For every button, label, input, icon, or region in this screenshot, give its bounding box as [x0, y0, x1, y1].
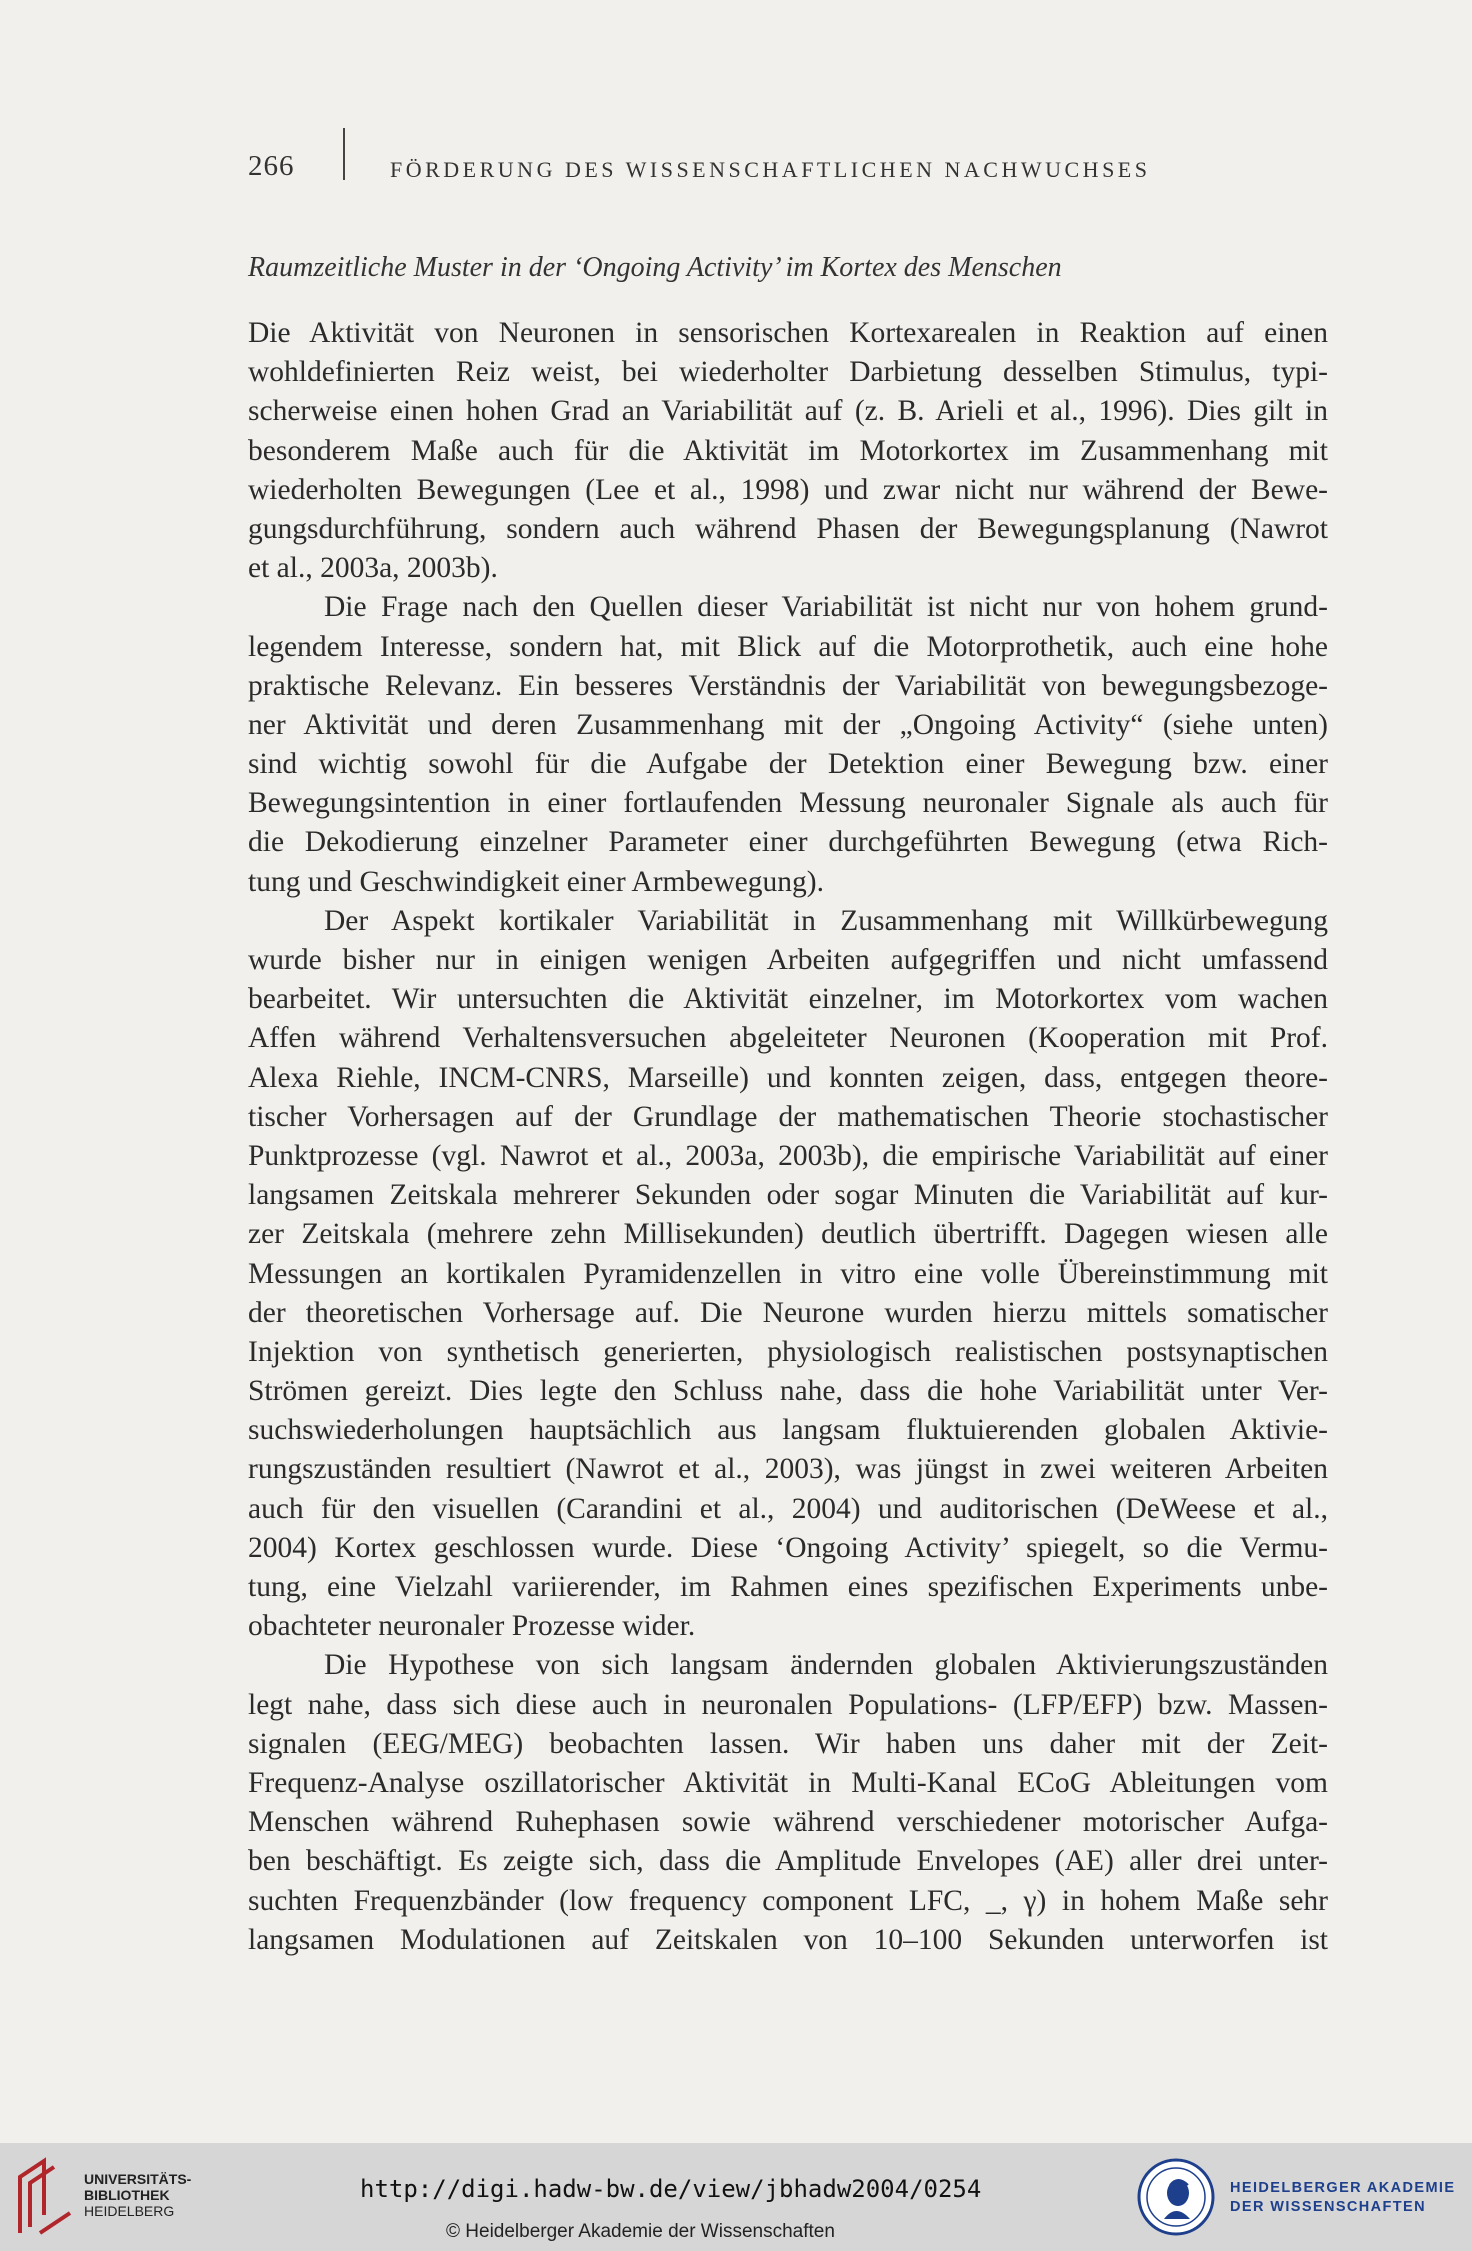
text-line: Die Frage nach den Quellen dieser Variabilität ist nicht nur von hohem grund- — [324, 591, 1328, 624]
academy-name-line: DER WISSENSCHAFTEN — [1230, 2199, 1426, 2215]
text-line: Die Aktivität von Neuronen in sensorischen Kortexarealen in Reaktion auf einen — [248, 317, 1328, 349]
text-line: langsamen Modulationen auf Zeitskalen von 10–100 Sekunden unterworfen ist — [248, 1923, 1328, 1956]
text-line: Injektion von synthetisch generierten, physiologisch realistischen postsynaptischen — [248, 1335, 1328, 1368]
text-line: tung, eine Vielzahl variierender, im Rahmen eines spezifischen Experiments unbe- — [248, 1571, 1328, 1603]
academy-name — [1230, 2179, 1455, 2217]
running-head: FÖRDERUNG DES WISSENSCHAFTLICHEN NACHWUCHSES — [390, 157, 1151, 182]
text-line: bearbeitet. Wir untersuchten die Aktivität einzelner, im Motorkortex vom wachen — [248, 983, 1328, 1016]
library-logo-icon — [14, 2155, 76, 2237]
text-line: scherweise einen hohen Grad an Variabilität auf (z. B. Arieli et al., 1996). Dies gilt in — [248, 395, 1328, 428]
page-header — [248, 150, 1248, 190]
text-line: wohldefinierten Reiz weist, bei wiederholter Darbietung desselben Stimulus, typi- — [248, 356, 1328, 389]
text-line: et al., 2003a, 2003b). — [248, 552, 498, 585]
text-line: Der Aspekt kortikaler Variabilität in Zusammenhang mit Willkürbewegung — [324, 904, 1328, 937]
text-line: Affen während Verhaltensversuchen abgeleiteter Neuronen (Kooperation mit Prof. — [248, 1022, 1328, 1055]
academy-name-line: HEIDELBERGER AKADEMIE — [1230, 2180, 1456, 2196]
viewer-footer — [0, 2143, 1472, 2251]
text-line: ner Aktivität und deren Zusammenhang mit der „Ongoing Activity“ (siehe unten) — [248, 708, 1328, 741]
text-line: der theoretischen Vorhersage auf. Die Neurone wurden hierzu mittels somatischer — [248, 1296, 1328, 1329]
text-line: legendem Interesse, sondern hat, mit Blick auf die Motorprothetik, auch eine hohe — [248, 630, 1328, 663]
text-line: tischer Vorhersagen auf der Grundlage der mathematischen Theorie stochastischer — [248, 1100, 1328, 1133]
text-line: Strömen gereizt. Dies legte den Schluss nahe, dass die hohe Variabilität unter Ver- — [248, 1375, 1328, 1408]
text-line: Menschen während Ruhephasen sowie während verschiedener motorischer Aufga- — [248, 1806, 1328, 1839]
text-line: Bewegungsintention in einer fortlaufenden Messung neuronaler Signale als auch für — [248, 787, 1328, 820]
text-line: suchten Frequenzbänder (low frequency component LFC, _, γ) in hohem Maße sehr — [248, 1884, 1328, 1917]
library-name-line: HEIDELBERG — [84, 2203, 175, 2219]
text-line: tung und Geschwindigkeit einer Armbewegung). — [248, 865, 824, 898]
text-line: zer Zeitskala (mehrere zehn Millisekunden) deutlich übertrifft. Dagegen wiesen alle — [248, 1218, 1328, 1251]
text-line: Frequenz-Analyse oszillatorischer Aktivität in Multi-Kanal ECoG Ableitungen vom — [248, 1766, 1328, 1799]
library-name-line: UNIVERSITÄTS- — [84, 2171, 192, 2187]
text-line: gungsdurchführung, sondern auch während Phasen der Bewegungsplanung (Nawrot — [248, 512, 1328, 545]
text-line: Die Hypothese von sich langsam ändernden globalen Aktivierungszuständen — [324, 1649, 1328, 1682]
text-line: langsamen Zeitskala mehrerer Sekunden oder sogar Minuten die Variabilität auf kur- — [248, 1179, 1328, 1212]
text-line: ben beschäftigt. Es zeigte sich, dass die Amplitude Envelopes (AE) aller drei unter- — [248, 1845, 1328, 1878]
text-line: Alexa Riehle, INCM-CNRS, Marseille) und konnten zeigen, dass, entgegen theore- — [248, 1061, 1328, 1094]
text-line: sind wichtig sowohl für die Aufgabe der Detektion einer Bewegung bzw. einer — [248, 748, 1328, 781]
text-line: 2004) Kortex geschlossen wurde. Diese ‘Ongoing Activity’ spiegelt, so die Vermu- — [248, 1531, 1328, 1564]
academy-seal-icon — [1136, 2157, 1216, 2237]
body-text — [248, 314, 1328, 1960]
text-line: wiederholten Bewegungen (Lee et al., 1998) und zwar nicht nur während der Bewe- — [248, 473, 1328, 506]
text-line: besonderem Maße auch für die Aktivität im Motorkortex im Zusammenhang mit — [248, 434, 1328, 467]
header-divider — [343, 128, 345, 180]
section-title: Raumzeitliche Muster in der ‘Ongoing Activity’ im Kortex des Menschen — [248, 252, 1062, 283]
text-line: Punktprozesse (vgl. Nawrot et al., 2003a, 2003b), die empirische Variabilität auf einer — [248, 1139, 1328, 1172]
library-name — [84, 2171, 191, 2219]
text-line: signalen (EEG/MEG) beobachten lassen. Wir haben uns daher mit der Zeit- — [248, 1727, 1328, 1760]
page-number: 266 — [248, 150, 295, 182]
text-line: wurde bisher nur in einigen wenigen Arbeiten aufgegriffen und nicht umfassend — [248, 944, 1328, 976]
copyright-notice: © Heidelberger Akademie der Wissenschaften — [446, 2221, 835, 2242]
library-name-line: BIBLIOTHEK — [84, 2187, 170, 2203]
text-line: legt nahe, dass sich diese auch in neuronalen Populations- (LFP/EFP) bzw. Massen- — [248, 1688, 1328, 1721]
text-line: rungszuständen resultiert (Nawrot et al., 2003), was jüngst in zwei weiteren Arbeiten — [248, 1453, 1328, 1486]
text-line: obachteter neuronaler Prozesse wider. — [248, 1610, 696, 1643]
text-line: auch für den visuellen (Carandini et al., 2004) und auditorischen (DeWeese et al., — [248, 1492, 1328, 1525]
text-line: praktische Relevanz. Ein besseres Verständnis der Variabilität von bewegungsbezoge- — [248, 669, 1328, 702]
text-line: suchswiederholungen hauptsächlich aus langsam fluktuierenden globalen Aktivie- — [248, 1414, 1328, 1447]
permalink-url[interactable]: http://digi.hadw-bw.de/view/jbhadw2004/0254 — [360, 2175, 982, 2203]
text-line: Messungen an kortikalen Pyramidenzellen in vitro eine volle Übereinstimmung mit — [248, 1257, 1328, 1290]
text-line: die Dekodierung einzelner Parameter einer durchgeführten Bewegung (etwa Rich- — [248, 826, 1328, 859]
